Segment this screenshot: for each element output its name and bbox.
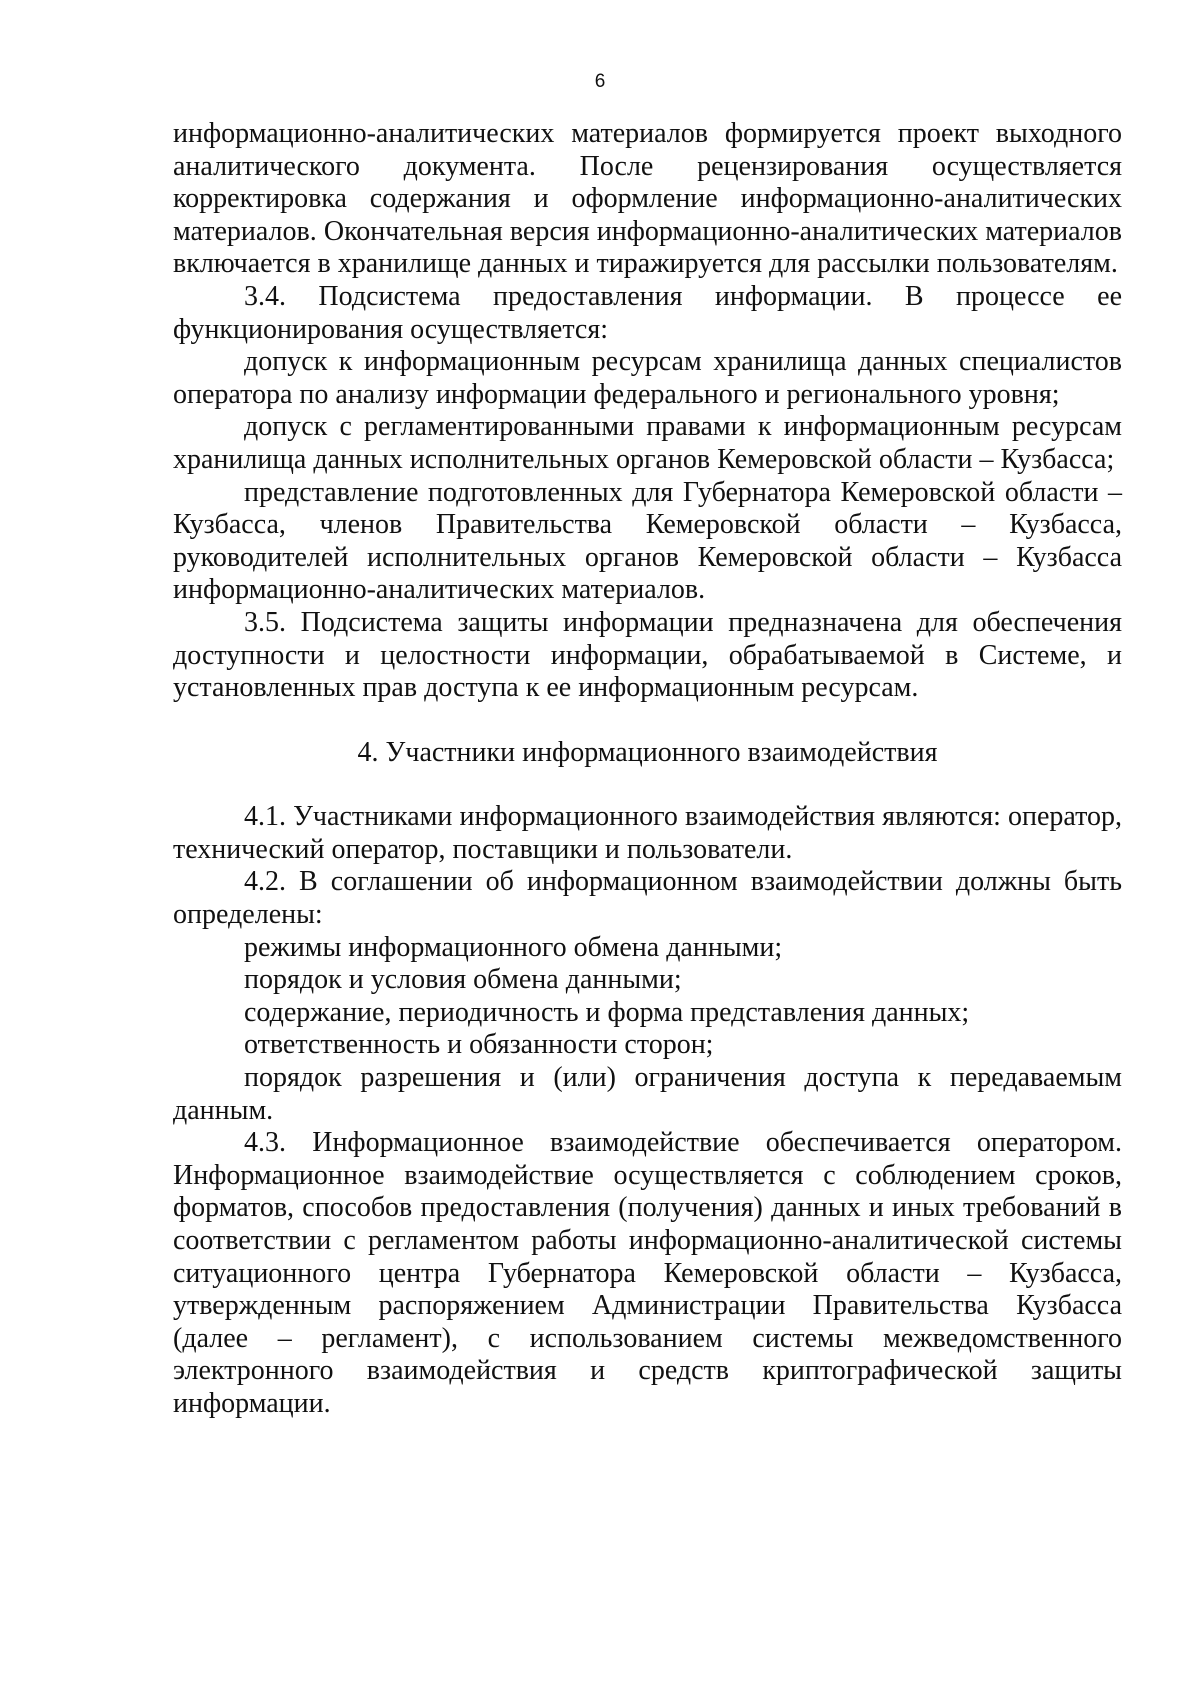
list-item-data-content: содержание, периодичность и форма представления данных; — [244, 996, 970, 1028]
list-item-access-operator: допуск к информационным ресурсам хранилища данных специалистов оператора по анализу информации федерального и регионального уровня; — [173, 346, 1122, 410]
document-body — [173, 118, 1122, 1421]
paragraph-4-3: 4.3. Информационное взаимодействие обеспечивается оператором. Информационное взаимодействие осуществляется с соблюдением сроков, форматов, способов предоставления (получения) данных и иных требований в соответствии с регламентом работы информационно-аналитической системы ситуационного центра Губернатора Кемеровской области – Кузбасса, утвержденным распоряжением Администрации Правительства Кузбасса (далее – регламент), с использованием системы межведомственного электронного взаимодействия и средств криптографической защиты информации. — [173, 1127, 1122, 1419]
list-item-access-executive-bodies: допуск с регламентированными правами к информационным ресурсам хранилища данных исполнительных органов Кемеровской области – Кузбасса; — [173, 411, 1122, 475]
paragraph-4-1: 4.1. Участниками информационного взаимодействия являются: оператор, технический оператор, поставщики и пользователи. — [173, 801, 1122, 865]
page-number: 6 — [594, 71, 606, 92]
paragraph-continuation: информационно-аналитических материалов формируется проект выходного аналитического документа. После рецензирования осуществляется корректировка содержания и оформление информационно-аналитических материалов. Окончательная версия информационно-аналитических материалов включается в хранилище данных и тиражируется для рассылки пользователям. — [173, 118, 1122, 280]
list-item-exchange-conditions: порядок и условия обмена данными; — [244, 964, 682, 996]
paragraph-3-4: 3.4. Подсистема предоставления информации. В процессе ее функционирования осуществляется: — [173, 280, 1122, 345]
paragraph-3-5: 3.5. Подсистема защиты информации предназначена для обеспечения доступности и целостности информации, обрабатываемой в Системе, и установленных прав доступа к ее информационным ресурсам. — [173, 606, 1122, 704]
paragraph-4-2: 4.2. В соглашении об информационном взаимодействии должны быть определены: — [173, 866, 1122, 931]
section-heading: 4. Участники информационного взаимодействия — [357, 736, 938, 768]
list-item-responsibilities: ответственность и обязанности сторон; — [244, 1029, 714, 1061]
list-item-access-restriction: порядок разрешения и (или) ограничения доступа к передаваемым данным. — [173, 1062, 1122, 1126]
list-item-presentation-materials: представление подготовленных для Губернатора Кемеровской области – Кузбасса, членов Правительства Кемеровской области – Кузбасса, руководителей исполнительных органов Кемеровской области – Кузбасса информационно-аналитических материалов. — [173, 476, 1122, 606]
list-item-exchange-modes: режимы информационного обмена данными; — [244, 931, 783, 963]
